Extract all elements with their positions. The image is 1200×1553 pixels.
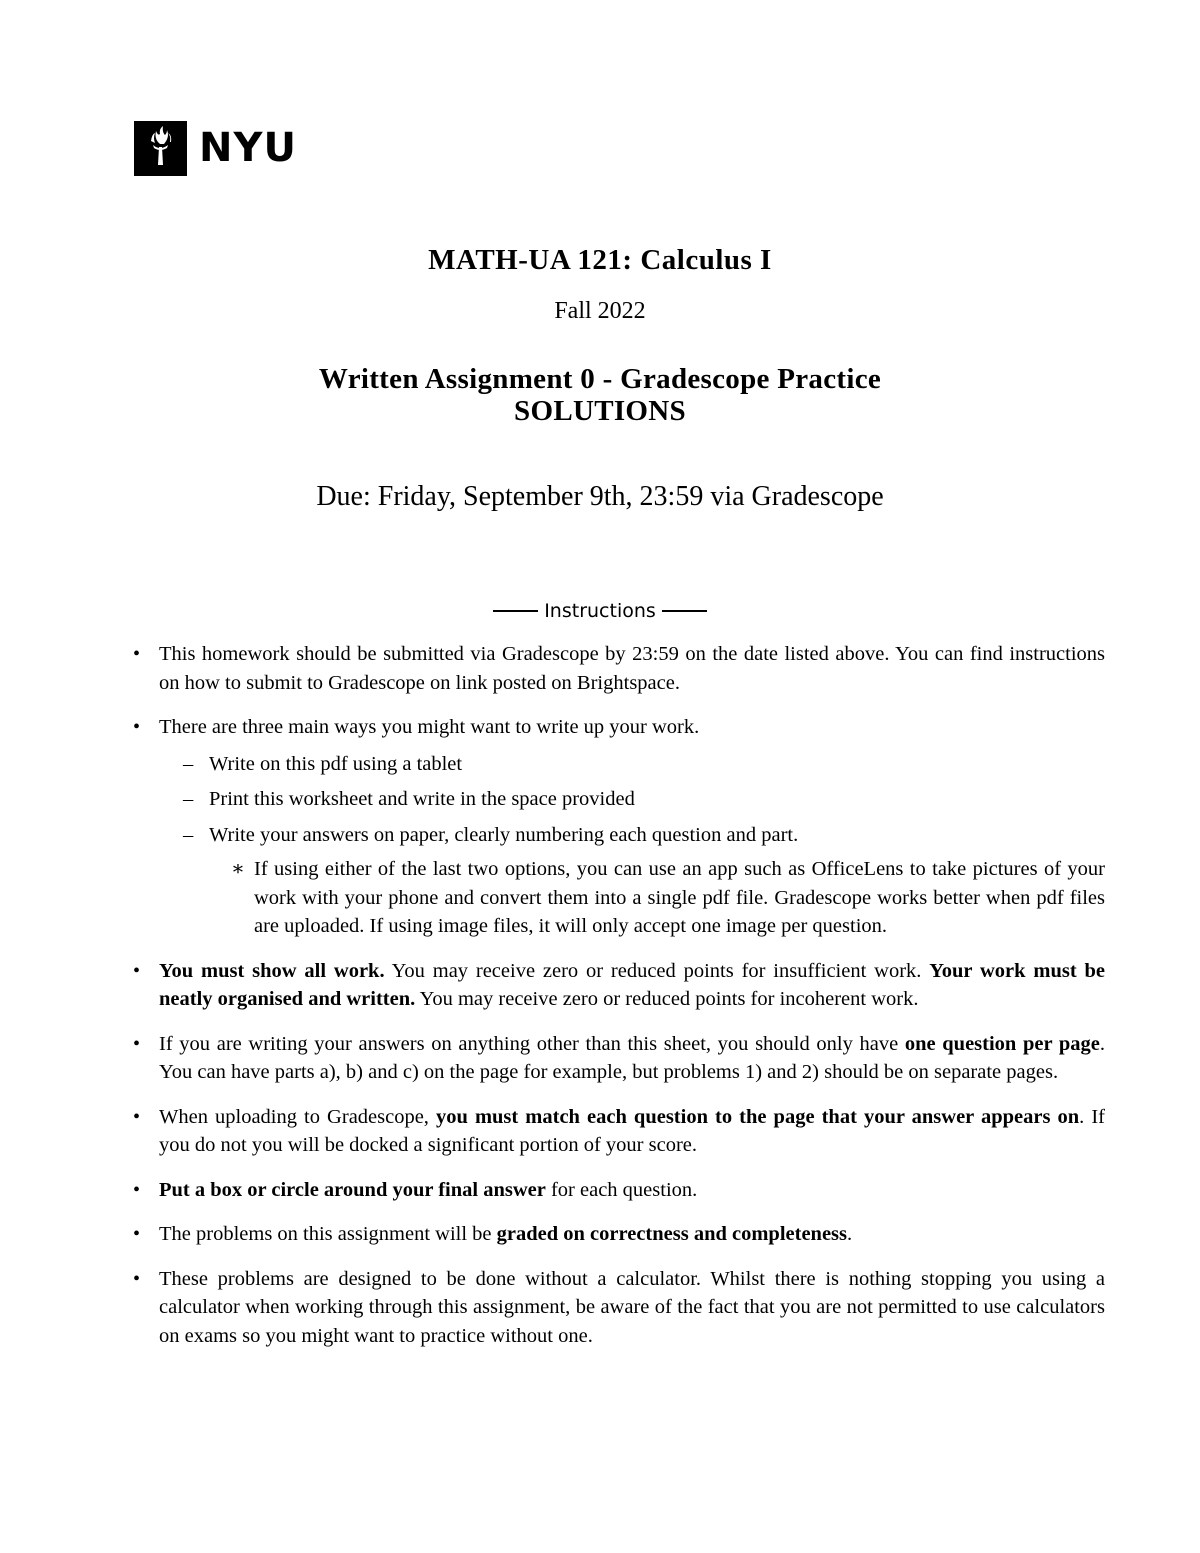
list-item [130, 1220, 1105, 1249]
show-work-bold: You must show all work. [159, 959, 385, 982]
box-answer-bold: Put a box or circle around your final answer [159, 1178, 546, 1201]
assignment-title-line1: Written Assignment 0 - Gradescope Practice [318, 363, 882, 395]
option-tablet: Write on this pdf using a tablet [209, 752, 463, 775]
list-item [130, 1265, 1105, 1351]
option-paper: Write your answers on paper, clearly numbering each question and part. [209, 823, 799, 846]
match-page-bold: you must match each question to the page that your answer appears on [436, 1105, 1080, 1128]
assignment-title [0, 363, 1200, 427]
graded-text2: . [847, 1223, 853, 1245]
course-title: MATH-UA 121: Calculus I [428, 244, 772, 276]
graded-bold: graded on correctness and completeness [496, 1223, 848, 1245]
logo-wordmark: NYU [199, 125, 297, 171]
instructions-list [130, 640, 1105, 1366]
option-note: If using either of the last two options, you can use an app such as OfficeLens to take pictures of your work with your phone and convert them into a single pdf file. Gradescope works better when pdf files are uploaded. If using image files, it will only accept one image per question. [254, 858, 1105, 937]
one-question-text2: . You can have parts a), b) and c) on the page for example, but problems 1) and 2) should be on separate pages. [159, 1032, 1106, 1083]
nyu-logo [134, 121, 297, 176]
assignment-title-line2: SOLUTIONS [514, 395, 686, 427]
instructions-heading [0, 600, 1200, 622]
match-page-text1: When uploading to Gradescope, [159, 1105, 436, 1128]
list-item [130, 1176, 1105, 1205]
heading-rule-left [493, 610, 538, 612]
calculator-note: These problems are designed to be done without a calculator. Whilst there is nothing stopping you using a calculator when working through this assignment, be aware of the fact that you are not permitted to use calculators on exams so you might want to practice without one. [159, 1267, 1105, 1347]
option-print: Print this worksheet and write in the space provided [209, 788, 635, 810]
graded-text1: The problems on this assignment will be [159, 1223, 497, 1245]
instructions-heading-label: Instructions [544, 600, 656, 622]
neat-work-bold: Your work must be neatly organised and written. [159, 959, 1105, 1010]
list-item [130, 957, 1105, 1014]
instruction-submit: This homework should be submitted via Gradescope by 23:59 on the date listed above. You can find instructions on how to submit to Gradescope on link posted on Brightspace. [159, 643, 1105, 694]
due-date: Due: Friday, September 9th, 23:59 via Gradescope [316, 481, 884, 512]
sub-sub-list-item: ∗ If using either of the last two options, you can use an app such as OfficeLens to take pictures of your work with your phone and convert them into a single pdf file. Gradescope works better when pdf files are uploaded. If using image files, it will only accept one image per question. [231, 858, 1105, 937]
match-page-text2: . If you do not you will be docked a significant portion of your score. [159, 1105, 1106, 1156]
list-item [130, 1030, 1105, 1087]
instruction-ways: There are three main ways you might want to write up your work. [159, 716, 700, 738]
term: Fall 2022 [554, 298, 646, 324]
sub-list-item: – Print this worksheet and write in the space provided [183, 788, 635, 810]
one-question-text1: If you are writing your answers on anything other than this sheet, you should only have [159, 1032, 905, 1055]
heading-rule-right [662, 610, 707, 612]
neat-work-text: You may receive zero or reduced points for incoherent work. [415, 988, 919, 1010]
list-item [130, 1103, 1105, 1160]
sub-list-item: – Write on this pdf using a tablet [183, 752, 463, 775]
list-item [130, 713, 1105, 941]
torch-icon [134, 121, 187, 176]
box-answer-text: for each question. [545, 1178, 698, 1201]
show-work-text: You may receive zero or reduced points for insufficient work. [384, 959, 930, 982]
one-question-bold: one question per page [904, 1032, 1100, 1055]
list-item [130, 640, 1105, 697]
sub-list-item: – Write your answers on paper, clearly numbering each question and part. ∗ If using either of the last two options, you can use an app such as OfficeLens to take pictures of your work with your phone and convert them into a single pdf file. Gradescope works better when pdf files are uploaded. If using image files, it will only accept one image per question. [209, 821, 1105, 941]
